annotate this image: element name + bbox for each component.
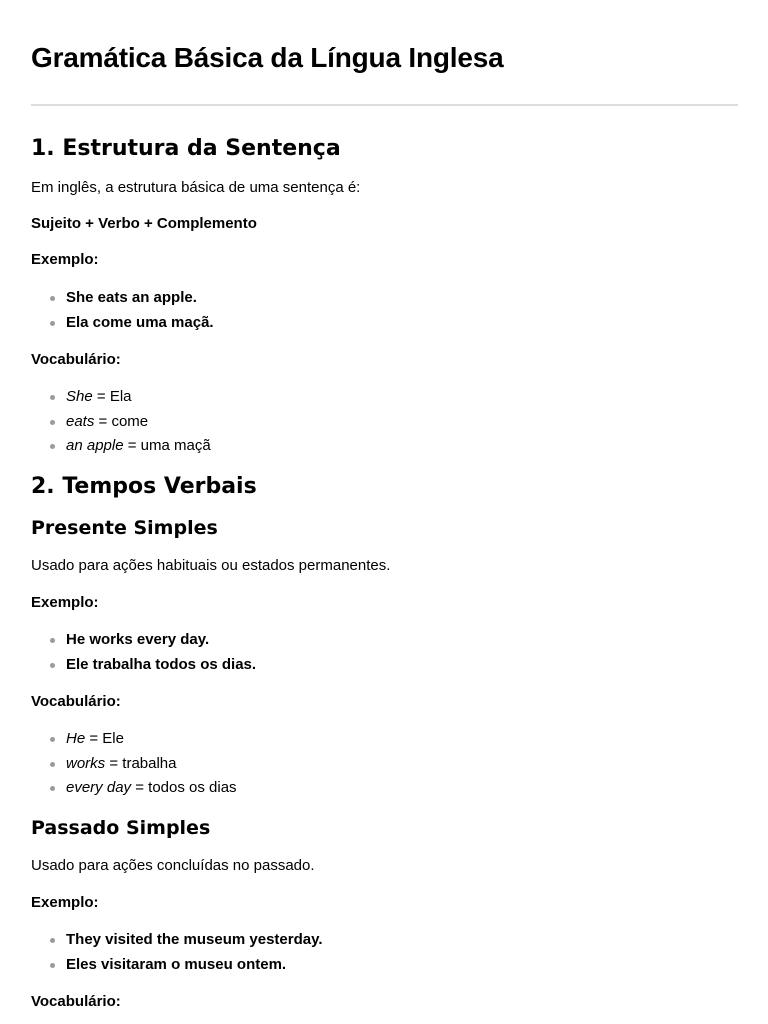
subsection-heading-past-simple: Passado Simples <box>31 817 211 839</box>
bullet-icon <box>50 321 55 326</box>
vocab-item: works = trabalha <box>31 754 237 779</box>
bullet-icon <box>50 762 55 767</box>
vocab-item: eats = come <box>31 412 211 437</box>
list-item: He works every day. <box>31 630 256 655</box>
section1-intro: Em inglês, a estrutura básica de uma sentença é: <box>31 179 361 196</box>
bullet-icon <box>50 638 55 643</box>
past-intro: Usado para ações concluídas no passado. <box>31 857 315 874</box>
vocab-meaning: Ela <box>109 388 132 405</box>
vocab-term: He <box>66 730 86 747</box>
vocab-term: every day <box>66 779 132 796</box>
page-title: Gramática Básica da Língua Inglesa <box>31 42 504 73</box>
past-example-list <box>31 930 323 979</box>
section1-formula: Sujeito + Verbo + Complemento <box>31 215 257 232</box>
list-item: They visited the museum yesterday. <box>31 930 323 955</box>
bullet-icon <box>50 938 55 943</box>
bullet-icon <box>50 963 55 968</box>
vocab-item: She = Ela <box>31 387 211 412</box>
section-heading-sentence-structure: 1. Estrutura da Sentença <box>31 136 341 161</box>
section1-example-label: Exemplo: <box>31 251 99 268</box>
vocab-term: an apple <box>66 437 124 454</box>
present-example-list <box>31 630 256 679</box>
section1-vocab-label: Vocabulário: <box>31 351 121 368</box>
present-example-label: Exemplo: <box>31 594 99 611</box>
bullet-icon <box>50 395 55 400</box>
title-divider <box>31 104 738 106</box>
vocab-meaning: uma maçã <box>140 437 211 454</box>
bullet-icon <box>50 786 55 791</box>
bullet-icon <box>50 296 55 301</box>
vocab-meaning: come <box>111 412 149 430</box>
vocab-meaning: Ele <box>102 730 124 747</box>
present-vocab-label: Vocabulário: <box>31 693 121 710</box>
section-heading-verb-tenses: 2. Tempos Verbais <box>31 474 257 499</box>
vocab-meaning: trabalha <box>122 754 177 772</box>
vocab-item: every day = todos os dias <box>31 778 237 803</box>
past-example-label: Exemplo: <box>31 894 99 911</box>
section1-vocab-list <box>31 387 211 461</box>
list-item: Ele trabalha todos os dias. <box>31 655 256 680</box>
vocab-item: an apple = uma maçã <box>31 436 211 461</box>
list-item: She eats an apple. <box>31 288 214 313</box>
section1-example-list <box>31 288 214 337</box>
bullet-icon <box>50 444 55 449</box>
present-vocab-list <box>31 729 237 803</box>
list-item: Ela come uma maçã. <box>31 313 214 338</box>
vocab-meaning: todos os dias <box>148 779 237 796</box>
vocab-term: eats <box>66 412 95 430</box>
present-intro: Usado para ações habituais ou estados permanentes. <box>31 557 391 574</box>
past-vocab-label: Vocabulário: <box>31 993 121 1010</box>
subsection-heading-present-simple: Presente Simples <box>31 517 218 539</box>
list-item: Eles visitaram o museu ontem. <box>31 955 323 980</box>
vocab-term: She <box>66 388 93 405</box>
vocab-item: He = Ele <box>31 729 237 754</box>
bullet-icon <box>50 663 55 668</box>
bullet-icon <box>50 737 55 742</box>
bullet-icon <box>50 420 55 425</box>
vocab-term: works <box>66 754 106 772</box>
